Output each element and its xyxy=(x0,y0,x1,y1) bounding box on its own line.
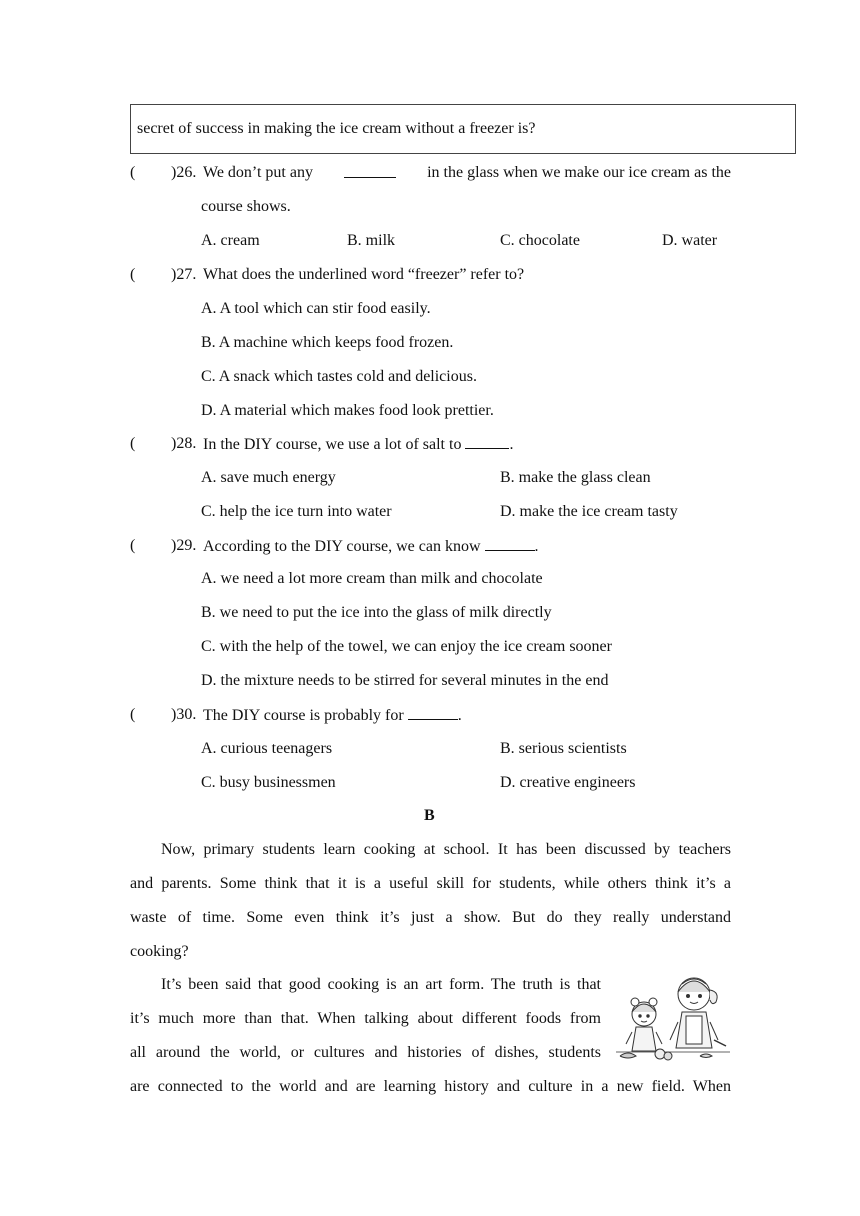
question-29-stem: According to the DIY course, we can know . xyxy=(203,538,539,555)
option-28-d: D. make the ice cream tasty xyxy=(500,503,678,520)
answer-blank xyxy=(344,163,396,178)
question-27-number: )27. xyxy=(171,266,197,283)
option-30-d: D. creative engineers xyxy=(500,774,636,791)
option-30-c: C. busy businessmen xyxy=(201,774,336,791)
question-30-number: )30. xyxy=(171,706,197,723)
paragraph-2-line-4: are connected to the world and are learning history and culture in a new field. When xyxy=(130,1078,731,1095)
question-26-number: )26. xyxy=(171,164,197,181)
option-30-b: B. serious scientists xyxy=(500,740,627,757)
section-title: B xyxy=(424,807,435,824)
box-text: secret of success in making the ice cream without a freezer is? xyxy=(137,120,536,137)
answer-paren-26: ( xyxy=(130,164,136,181)
answer-paren-28: ( xyxy=(130,435,136,452)
answer-blank xyxy=(465,434,509,449)
paragraph-2-line-1: It’s been said that good cooking is an art form. The truth is that xyxy=(161,976,601,993)
option-29-a: A. we need a lot more cream than milk and chocolate xyxy=(201,570,543,587)
question-26-stem: We don’t put any in the glass when we make our ice cream as the xyxy=(203,164,731,181)
option-29-b: B. we need to put the ice into the glass of milk directly xyxy=(201,604,552,621)
option-30-a: A. curious teenagers xyxy=(201,740,333,757)
paragraph-1-line-2: and parents. Some think that it is a useful skill for students, while others think it’s a xyxy=(130,875,731,892)
option-29-c: C. with the help of the towel, we can enjoy the ice cream sooner xyxy=(201,638,612,655)
option-29-d: D. the mixture needs to be stirred for several minutes in the end xyxy=(201,672,609,689)
paragraph-1-line-4: cooking? xyxy=(130,943,189,960)
question-28-stem: In the DIY course, we use a lot of salt to . xyxy=(203,436,514,453)
option-28-b: B. make the glass clean xyxy=(500,469,651,486)
option-27-d: D. A material which makes food look prettier. xyxy=(201,402,494,419)
paragraph-1-line-3: waste of time. Some even think it’s just a show. But do they really understand xyxy=(130,909,731,926)
answer-blank xyxy=(408,705,458,720)
option-27-b: B. A machine which keeps food frozen. xyxy=(201,334,454,351)
cooking-kids-illustration xyxy=(608,972,734,1064)
option-27-c: C. A snack which tastes cold and delicious. xyxy=(201,368,477,385)
passage-continuation-box xyxy=(130,104,796,154)
paragraph-1-line-1: Now, primary students learn cooking at school. It has been discussed by teachers xyxy=(161,841,731,858)
option-26-d: D. water xyxy=(662,232,718,249)
answer-blank xyxy=(485,536,535,551)
question-28-number: )28. xyxy=(171,435,197,452)
option-26-c: C. chocolate xyxy=(500,232,580,249)
paragraph-2-line-2: it’s much more than that. When talking about different foods from xyxy=(130,1010,601,1027)
option-28-a: A. save much energy xyxy=(201,469,336,486)
paragraph-2-line-3: all around the world, or cultures and histories of dishes, students xyxy=(130,1044,601,1061)
answer-paren-30: ( xyxy=(130,706,136,723)
answer-paren-27: ( xyxy=(130,266,136,283)
question-26-stem-cont: course shows. xyxy=(201,198,291,215)
question-30-stem: The DIY course is probably for . xyxy=(203,707,462,724)
answer-paren-29: ( xyxy=(130,537,136,554)
option-26-a: A. cream xyxy=(201,232,260,249)
question-27-stem: What does the underlined word “freezer” refer to? xyxy=(203,266,525,283)
option-28-c: C. help the ice turn into water xyxy=(201,503,392,520)
question-29-number: )29. xyxy=(171,537,197,554)
option-27-a: A. A tool which can stir food easily. xyxy=(201,300,431,317)
option-26-b: B. milk xyxy=(347,232,396,249)
